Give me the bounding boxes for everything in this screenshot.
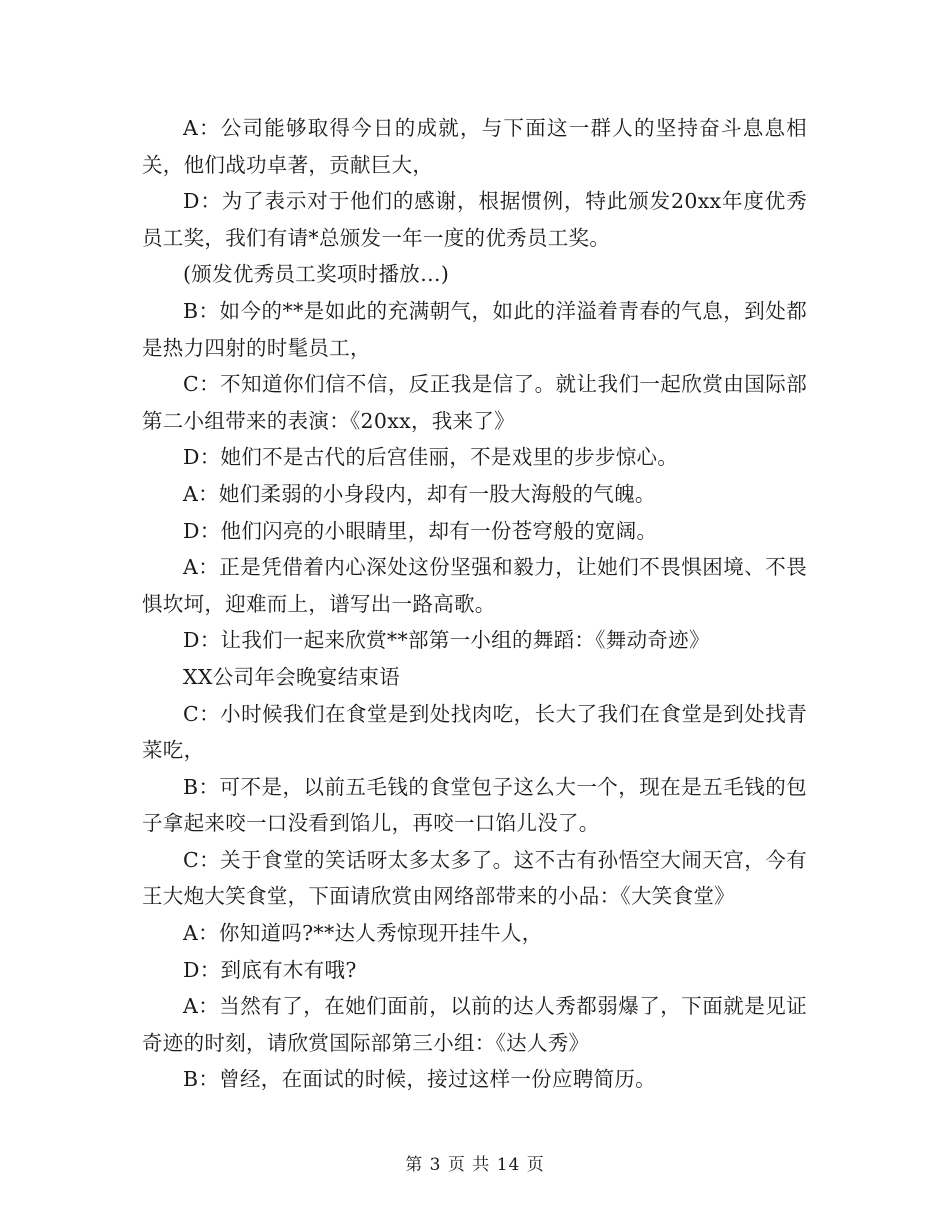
- paragraph: B：如今的**是如此的充满朝气，如此的洋溢着青春的气息，到处都是热力四射的时髦员工，: [142, 298, 807, 360]
- paragraph: D：他们闪亮的小眼睛里，却有一份苍穹般的宽阔。: [183, 518, 658, 543]
- paragraph: D：让我们一起来欣赏**部第一小组的舞蹈：《舞动奇迹》: [183, 628, 710, 653]
- paragraph: C：不知道你们信不信，反正我是信了。就让我们一起欣赏由国际部第二小组带来的表演：《20xx，我来了》: [142, 372, 807, 433]
- paragraph: A：你知道吗?**达人秀惊现开挂牛人，: [183, 921, 543, 946]
- paragraph: A：她们柔弱的小身段内，却有一股大海般的气魄。: [183, 481, 656, 506]
- paragraph: C：关于食堂的笑话呀太多太多了。这不古有孙悟空大闹天宫，今有王大炮大笑食堂，下面请欣赏由网络部带来的小品：《大笑食堂》: [142, 847, 807, 909]
- paragraph: A：正是凭借着内心深处这份坚强和毅力，让她们不畏惧困境、不畏惧坎坷，迎难而上，谱写出一路高歌。: [142, 555, 807, 616]
- document-body: [142, 110, 807, 1098]
- page-footer: [0, 1150, 950, 1175]
- page-number-label: 第 3 页 共 14 页: [405, 1155, 545, 1175]
- paragraph: A：公司能够取得今日的成就，与下面这一群人的坚持奋斗息息相关，他们战功卓著，贡献巨大，: [142, 116, 807, 177]
- paragraph: D：为了表示对于他们的感谢，根据惯例，特此颁发20xx年度优秀员工奖，我们有请*总颁发一年一度的优秀员工奖。: [142, 189, 807, 250]
- section-heading: XX公司年会晚宴结束语: [183, 664, 400, 689]
- paragraph: (颁发优秀员工奖项时播放…): [183, 262, 450, 287]
- paragraph: D：到底有木有哦?: [183, 957, 357, 982]
- paragraph: C：小时候我们在食堂是到处找肉吃，长大了我们在食堂是到处找青菜吃，: [142, 701, 807, 763]
- paragraph: B：可不是，以前五毛钱的食堂包子这么大一个，现在是五毛钱的包子拿起来咬一口没看到馅儿，再咬一口馅儿没了。: [142, 774, 807, 836]
- paragraph: A：当然有了，在她们面前，以前的达人秀都弱爆了，下面就是见证奇迹的时刻，请欣赏国际部第三小组：《达人秀》: [142, 994, 807, 1055]
- paragraph: B：曾经，在面试的时候，接过这样一份应聘简历。: [183, 1067, 656, 1092]
- paragraph: D：她们不是古代的后宫佳丽，不是戏里的步步惊心。: [183, 445, 679, 470]
